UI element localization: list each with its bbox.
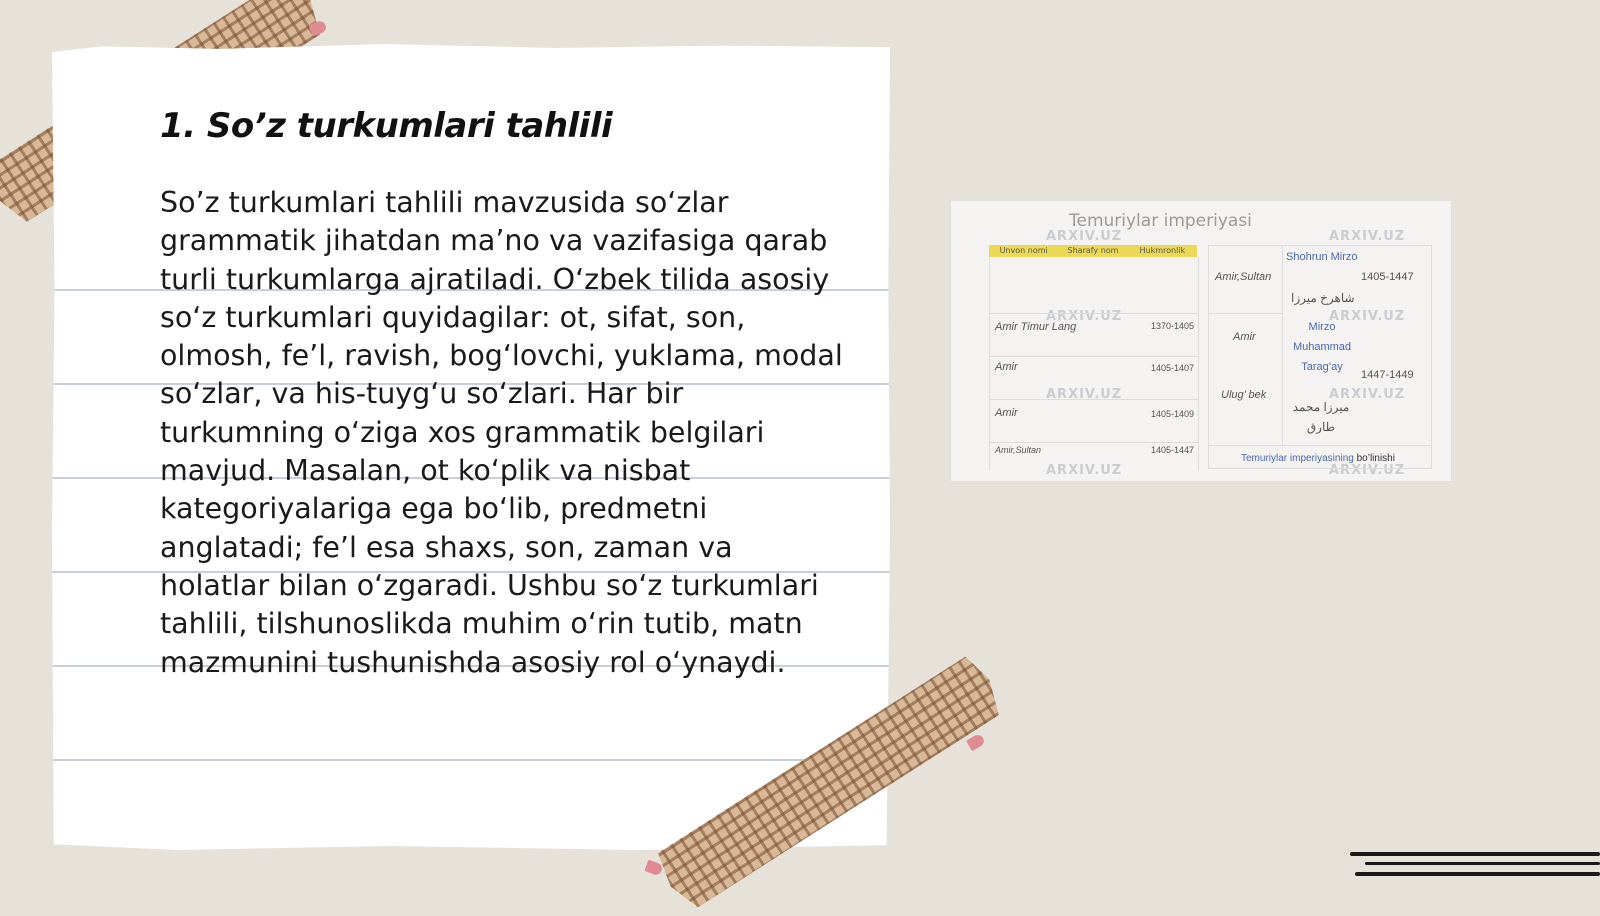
- watermark: ARXIV.UZ: [1046, 229, 1123, 244]
- table-header-cell: Sharafy nom: [1067, 246, 1119, 255]
- slide-body-text: So’z turkumlari tahlili mavzusida so‘zlar grammatik jihatdan ma’no va vazifasiga qarab turli turkumlarga ajratiladi. O‘zbek tilida asosiy so‘z turkumlari quyidagilar: ot, sifat, son, olmosh, fe’l, ravish, bog‘lovchi, yuklama, modal so‘zlar, va his-tuyg‘u so‘zlari. Har bir turkumning o‘ziga xos grammatik belgilari mavjud. Masalan, ot ko‘plik va nisbat kategoriyalariga ega bo‘lib, predmetni anglatadi; fe’l esa shaxs, son, zaman va holatlar bilan o‘zgaradi. Ushbu so‘z turkumlari tahlili, tilshunoslikda muhim o‘rin tutib, matn mazmunini tushunishda asosiy rol o‘ynaydi.: [160, 186, 843, 679]
- table-header-cell: Unvon nomi: [999, 246, 1048, 255]
- row-dates: 1405-1409: [1151, 409, 1195, 419]
- row-title: Ulug’ bek: [1221, 389, 1267, 401]
- table-row: [990, 257, 1198, 314]
- brush-line: [1350, 852, 1600, 856]
- row-title: Amir: [995, 407, 1018, 419]
- watermark: ARXIV.UZ: [1046, 463, 1123, 478]
- row-name: Shohrun Mirzo: [1286, 251, 1358, 263]
- row-dates: 1370-1405: [1151, 321, 1195, 331]
- row-title: Amir Timur Lang: [995, 321, 1077, 333]
- row-dates: 1405-1407: [1151, 363, 1195, 373]
- row-title: Amir,Sultan: [1215, 271, 1272, 283]
- row-dates: 1447-1449: [1361, 369, 1414, 381]
- table-row: [990, 400, 1198, 443]
- row-dates: 1405-1447: [1151, 445, 1195, 455]
- watermark: ARXIV.UZ: [1329, 309, 1406, 324]
- table-grid-line: [1282, 245, 1283, 445]
- watermark: ARXIV.UZ: [1329, 387, 1406, 402]
- watermark: ARXIV.UZ: [1329, 229, 1406, 244]
- tape-tip-decoration: [644, 860, 663, 877]
- row-title: Amir: [1233, 331, 1256, 343]
- watermark: ARXIV.UZ: [1046, 387, 1123, 402]
- row-arabic: شاهرخ میرزا: [1291, 291, 1355, 305]
- image-title: Temuriylar imperiyasi: [1069, 211, 1252, 231]
- table-grid-line: [1208, 313, 1283, 314]
- slide-title: 1. So’z turkumlari tahlili: [160, 106, 613, 146]
- brush-line: [1365, 862, 1600, 865]
- row-arabic: میرزا محمد طارق: [1292, 400, 1350, 434]
- decorative-brush-lines: [1340, 850, 1600, 890]
- row-name: Mirzo Muhammad Tarag’ay: [1292, 321, 1352, 373]
- table-header-row: [989, 245, 1197, 257]
- image-caption: [1241, 453, 1395, 464]
- watermark: ARXIV.UZ: [1329, 463, 1406, 478]
- table-grid-line: [1208, 445, 1430, 446]
- row-dates: 1405-1447: [1361, 271, 1414, 283]
- table-header-cell: Hukmronlik: [1139, 246, 1186, 255]
- timurid-table-image: [950, 200, 1452, 482]
- caption-dark-text: bo’linishi: [1356, 453, 1395, 464]
- row-title: Amir: [995, 361, 1018, 373]
- row-title: Amir,Sultan: [995, 445, 1042, 455]
- watermark: ARXIV.UZ: [1046, 309, 1123, 324]
- brush-line: [1355, 872, 1600, 876]
- caption-blue-text: Temuriylar imperiyasining: [1241, 453, 1354, 464]
- paper-rule-line: [52, 759, 890, 761]
- tape-tip-decoration: [966, 733, 986, 751]
